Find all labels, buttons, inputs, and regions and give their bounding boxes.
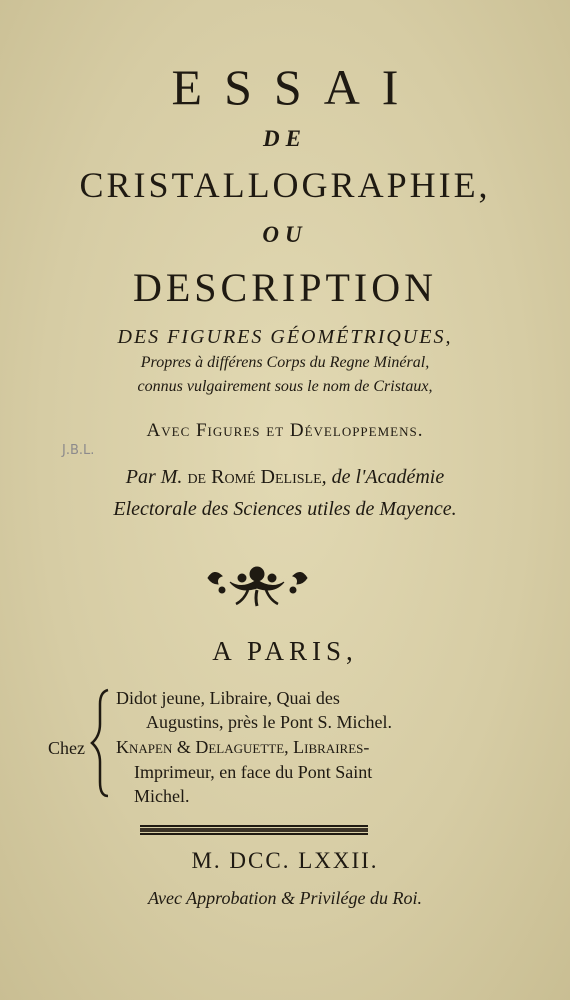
imprint-line-5: Michel. xyxy=(134,786,190,806)
imprint-chez: Chez xyxy=(48,738,85,758)
subtitle-connus: connus vulgairement sous le nom de Cristaux, xyxy=(137,378,433,395)
subtitle-propres: Propres à différens Corps du Regne Minéral, xyxy=(140,354,430,371)
author-line xyxy=(0,466,570,489)
author-name: de Romé Delisle xyxy=(187,466,322,488)
imprint-line-1: Didot jeune, Libraire, Quai des xyxy=(116,688,340,708)
approbation: Avec Approbation & Privilége du Roi. xyxy=(148,888,422,908)
title-cristallographie: CRISTALLOGRAPHIE, xyxy=(79,165,491,205)
imprint-line-3: Knapen & Delaguette, Libraires- xyxy=(116,737,370,757)
fleuron-ornament-icon xyxy=(200,560,315,610)
imprint-city: A PARIS, xyxy=(212,636,358,666)
decorative-rule xyxy=(140,825,368,835)
imprint-line-2: Augustins, près le Pont S. Michel. xyxy=(146,712,392,732)
title-essai: ESSAI xyxy=(171,59,421,115)
imprint-line-4: Imprimeur, en face du Pont Saint xyxy=(134,762,373,782)
title-ou: OU xyxy=(262,222,308,247)
author-de-l: , de l'Académie xyxy=(321,466,445,488)
library-stamp: J.B.L. xyxy=(62,443,95,458)
curly-brace-icon xyxy=(90,688,112,798)
publication-date: M. DCC. LXXII. xyxy=(191,848,379,873)
author-par: Par M. xyxy=(125,466,183,488)
title-description: DESCRIPTION xyxy=(132,265,438,310)
subtitle-avec: Avec Figures et Développemens. xyxy=(146,420,424,441)
author-academy: Electorale des Sciences utiles de Mayence. xyxy=(113,498,457,520)
title-de: DE xyxy=(263,126,307,151)
subtitle-figures: DES FIGURES GÉOMÉTRIQUES, xyxy=(117,326,453,348)
